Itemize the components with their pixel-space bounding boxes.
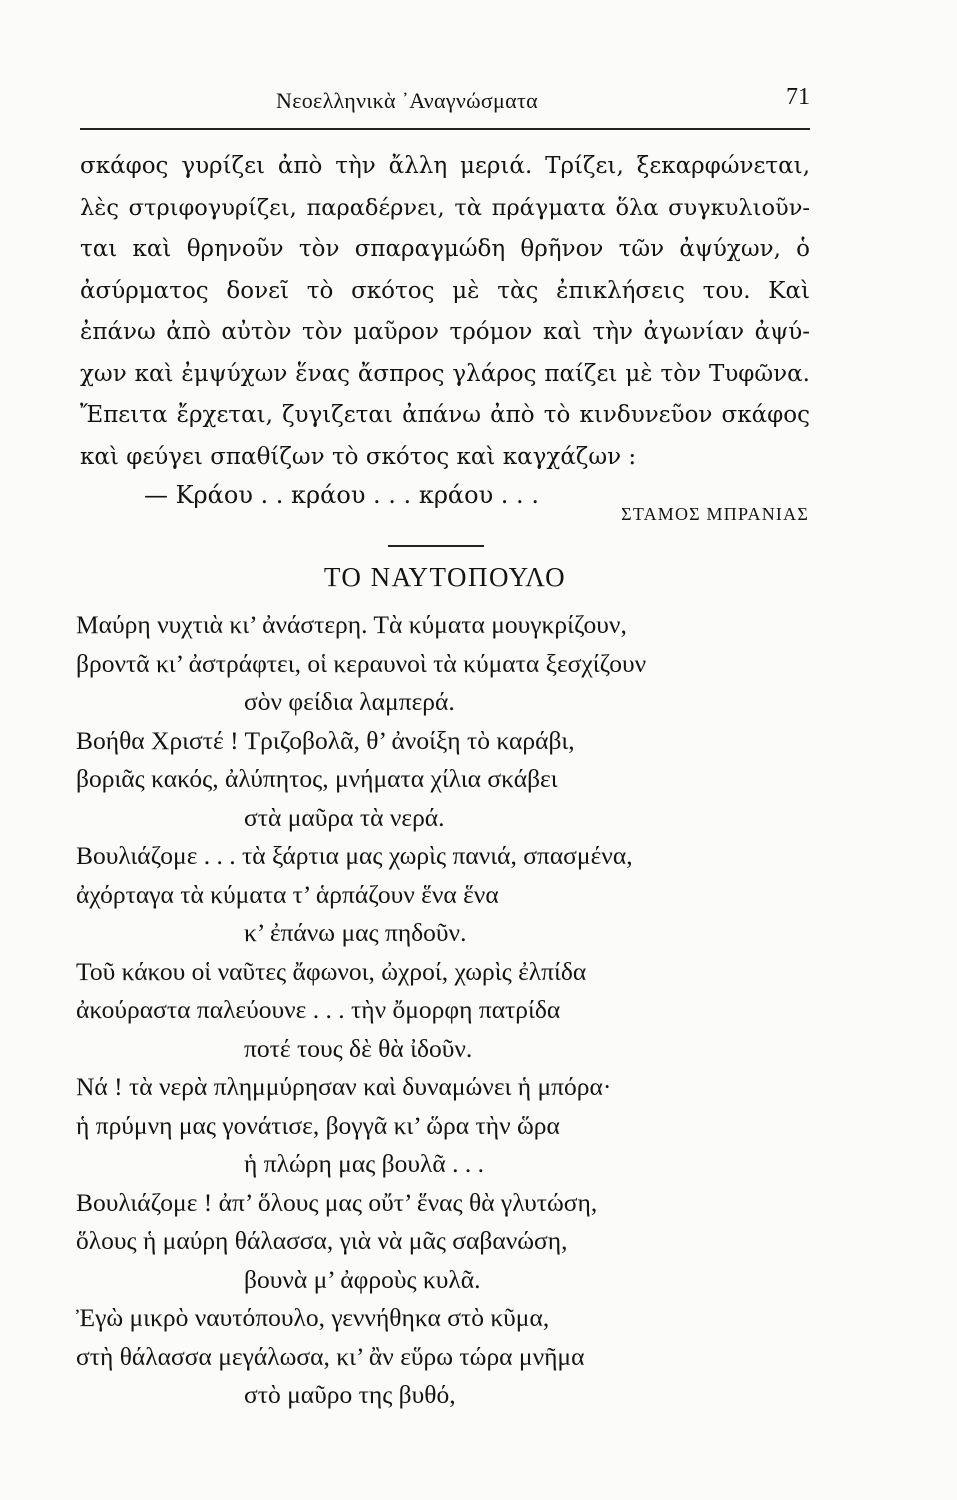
verse-line-refrain: στὰ μαῦρα τὰ νερά. [244, 802, 445, 832]
prose-line: καὶ φεύγει σπαθίζων τὸ σκότος καὶ καγχάζων : [80, 443, 637, 470]
verse-line: ὅλους ἡ μαύρη θάλασσα, γιὰ νὰ μᾶς σαβανώση, [76, 1226, 568, 1255]
verse-line-refrain: βουνὰ μ’ ἀφροὺς κυλᾶ. [244, 1264, 481, 1294]
section-divider [388, 545, 484, 547]
verse-line: ἀκούραστα παλεύουνε . . . τὴν ὄμορφη πατρίδα [76, 995, 561, 1024]
page-header [80, 82, 810, 122]
verse-line-refrain: κ’ ἐπάνω μας πηδοῦν. [244, 918, 467, 947]
prose-line: Ἔπειτα ἔρχεται, ζυγιζεται ἀπάνω ἀπὸ τὸ κινδυνεῦον σκάφος [80, 402, 810, 428]
verse-line: Μαύρη νυχτιὰ κι’ ἀνάστερη. Τὰ κύματα μουγκρίζουν, [76, 610, 627, 639]
verse-line: Τοῦ κάκου οἱ ναῦτες ἄφωνοι, ὠχροί, χωρὶς ἐλπίδα [76, 956, 587, 986]
gull-cry-line: — Κράου . . κράου . . . κράου . . . [144, 481, 539, 509]
header-rule [80, 128, 810, 130]
verse-line: ἀχόρταγα τὰ κύματα τ’ ἁρπάζουν ἕνα ἕνα [76, 879, 499, 909]
running-head: Νεοελληνικὰ ᾿Αναγνώσματα [276, 88, 538, 113]
prose-line: ται καὶ θρηνοῦν τὸν σπαραγμώδη θρῆνον τῶν ἀψύχων, ὁ [80, 236, 810, 262]
verse-line-refrain: στὸ μαῦρο της βυθό, [244, 1380, 456, 1409]
prose-line: ἐπάνω ἀπὸ αὐτὸν τὸν μαῦρον τρόμον καὶ τὴν ἀγωνίαν ἀψύ- [80, 319, 810, 345]
author-signature: ΣΤΑΜΟΣ ΜΠΡΑΝΙΑΣ [621, 504, 809, 524]
verse-line: Ἐγὼ μικρὸ ναυτόπουλο, γεννήθηκα στὸ κῦμα, [76, 1303, 550, 1332]
poem-title: ΤΟ ΝΑΥΤΟΠΟΥΛΟ [323, 562, 567, 592]
verse-line: Βουλιάζομε ! ἀπ’ ὅλους μας οὔτ’ ἕνας θὰ γλυτώση, [76, 1187, 598, 1217]
verse-line-refrain: ἡ πλώρη μας βουλᾶ . . . [244, 1149, 484, 1178]
verse-line: βοριᾶς κακός, ἀλύπητος, μνήματα χίλια σκάβει [76, 764, 558, 793]
verse-line: βροντᾶ κι’ ἀστράφτει, οἱ κεραυνοὶ τὰ κύματα ξεσχίζουν [76, 648, 647, 678]
verse-line: Βουλιάζομε . . . τὰ ξάρτια μας χωρὶς πανιά, σπασμένα, [76, 841, 633, 870]
poem-body [76, 606, 816, 1415]
prose-line: ἀσύρματος δονεῖ τὸ σκότος μὲ τὰς ἐπικλήσεις του. Καὶ [80, 277, 810, 304]
verse-line: Νά ! τὰ νερὰ πλημμύρησαν καὶ δυναμώνει ἡ μπόρα· [76, 1072, 612, 1101]
verse-line-refrain: σὸν φείδια λαμπερά. [244, 687, 455, 716]
verse-line: ἡ πρύμνη μας γονάτισε, βογγᾶ κι’ ὥρα τὴν ὥρα [76, 1110, 560, 1140]
page-number: 71 [786, 84, 810, 110]
prose-line: σκάφος γυρίζει ἀπὸ τὴν ἄλλη μεριά. Τρίζει, ξεκαρφώνεται, [80, 153, 810, 179]
prose-line: λὲς στριφογυρίζει, παραδέρνει, τὰ πράγματα ὅλα συγκυλιοῦν- [80, 194, 810, 221]
verse-line: στὴ θάλασσα μεγάλωσα, κι’ ἂν εὕρω τώρα μνῆμα [76, 1341, 585, 1371]
prose-block [80, 146, 810, 478]
verse-line: Βοήθα Χριστέ ! Τριζοβολᾶ, θ’ ἀνοίξη τὸ καράβι, [76, 725, 575, 755]
verse-line-refrain: ποτέ τους δὲ θὰ ἰδοῦν. [244, 1033, 473, 1063]
prose-line: χων καὶ ἐμψύχων ἕνας ἄσπρος γλάρος παίζει μὲ τὸν Τυφῶνα. [80, 360, 810, 387]
